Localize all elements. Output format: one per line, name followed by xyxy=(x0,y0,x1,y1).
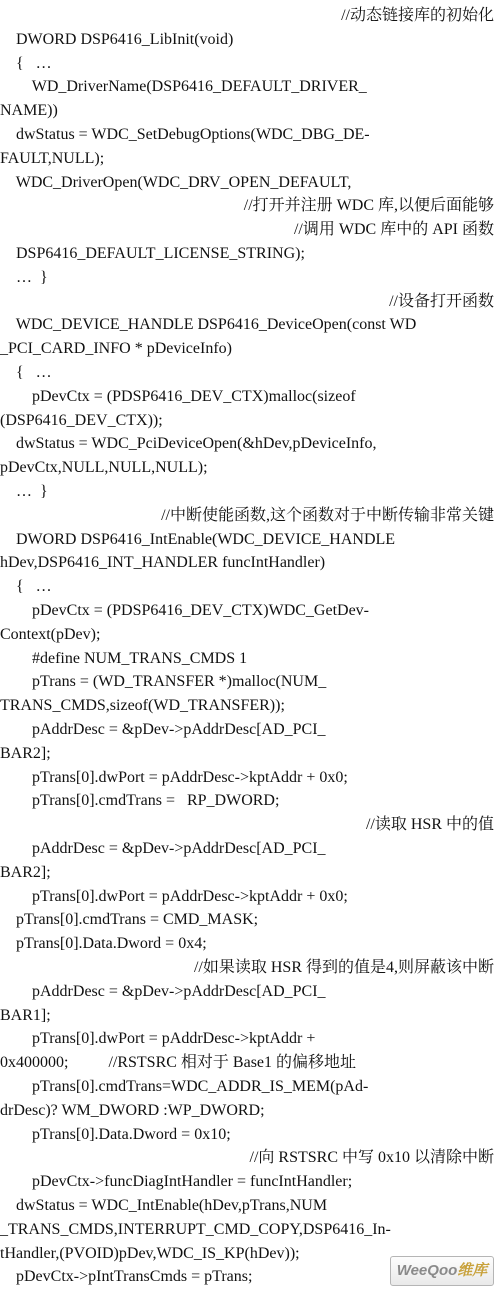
code-line: //调用 WDC 库中的 API 函数 xyxy=(293,221,494,239)
code-line: pAddrDesc = &pDev->pAddrDesc[AD_PCI_ xyxy=(0,840,326,857)
code-line: DWORD DSP6416_LibInit(void) xyxy=(0,30,234,48)
code-line: BAR2]; xyxy=(0,863,51,881)
code-line: //设备打开函数 xyxy=(389,292,494,310)
code-line: pDevCtx = (PDSP6416_DEV_CTX)WDC_GetDev- xyxy=(0,602,369,619)
watermark-suffix: 维库 xyxy=(457,1262,488,1279)
code-line: dwStatus = WDC_SetDebugOptions(WDC_DBG_DE- xyxy=(0,126,370,143)
code-line: //如果读取 HSR 得到的值是4,则屏蔽该中断 xyxy=(193,959,494,976)
code-line: … } xyxy=(0,268,48,286)
code-line: pDevCtx->funcDiagIntHandler = funcIntHandler; xyxy=(0,1173,353,1191)
code-line: NAME)) xyxy=(0,102,58,120)
code-line: _TRANS_CMDS,INTERRUPT_CMD_COPY,DSP6416_In- xyxy=(0,1220,391,1238)
code-line: pDevCtx = (PDSP6416_DEV_CTX)malloc(sizeof xyxy=(0,387,356,405)
weeqoo-watermark-logo xyxy=(390,1256,494,1286)
watermark-brand: WeeQoo xyxy=(396,1262,458,1279)
code-line: pTrans[0].dwPort = pAddrDesc->kptAddr + 0x0; xyxy=(0,887,348,905)
code-line: { … xyxy=(0,364,52,381)
code-line: #define NUM_TRANS_CMDS 1 xyxy=(0,649,248,667)
code-line: pTrans = (WD_TRANSFER *)malloc(NUM_ xyxy=(0,673,327,691)
code-line: { … xyxy=(0,54,52,72)
code-line: pTrans[0].Data.Dword = 0x4; xyxy=(0,935,207,953)
code-line: //动态链接库的初始化 xyxy=(341,7,494,24)
code-line: pTrans[0].cmdTrans = CMD_MASK; xyxy=(0,911,259,929)
code-line: pAddrDesc = &pDev->pAddrDesc[AD_PCI_ xyxy=(0,982,326,1000)
code-line: dwStatus = WDC_IntEnable(hDev,pTrans,NUM xyxy=(0,1197,328,1214)
code-line: _PCI_CARD_INFO * pDeviceInfo) xyxy=(0,340,232,358)
code-line: hDev,DSP6416_INT_HANDLER funcIntHandler) xyxy=(0,554,326,572)
code-line: //打开并注册 WDC 库,以便后面能够 xyxy=(243,197,494,215)
code-line: DWORD DSP6416_IntEnable(WDC_DEVICE_HANDLE xyxy=(0,530,396,548)
code-line: BAR1]; xyxy=(0,1006,51,1024)
code-line: pDevCtx,NULL,NULL,NULL); xyxy=(0,459,208,477)
code-line: Context(pDev); xyxy=(0,625,101,643)
code-line: TRANS_CMDS,sizeof(WD_TRANSFER)); xyxy=(0,697,285,715)
code-line: DSP6416_DEFAULT_LICENSE_STRING); xyxy=(0,245,305,262)
code-line: //读取 HSR 中的值 xyxy=(365,816,494,834)
code-line: … } xyxy=(0,483,48,500)
code-line: pTrans[0].cmdTrans=WDC_ADDR_IS_MEM(pAd- xyxy=(0,1078,369,1095)
code-line: dwStatus = WDC_PciDeviceOpen(&hDev,pDeviceInfo, xyxy=(0,435,377,453)
code-line: pTrans[0].dwPort = pAddrDesc->kptAddr + 0x0; xyxy=(0,768,348,786)
code-line: { … xyxy=(0,578,52,596)
code-line: //中断使能函数,这个函数对于中断传输非常关键 xyxy=(161,506,494,524)
code-line: pAddrDesc = &pDev->pAddrDesc[AD_PCI_ xyxy=(0,721,326,738)
code-line: //向 RSTSRC 中写 0x10 以清除中断 xyxy=(249,1149,494,1167)
code-line: WD_DriverName(DSP6416_DEFAULT_DRIVER_ xyxy=(0,78,367,96)
code-line: pTrans[0].Data.Dword = 0x10; xyxy=(0,1125,231,1143)
code-line: WDC_DEVICE_HANDLE DSP6416_DeviceOpen(const WD xyxy=(0,316,417,334)
code-line: WDC_DriverOpen(WDC_DRV_OPEN_DEFAULT, xyxy=(0,173,352,191)
code-line: pTrans[0].dwPort = pAddrDesc->kptAddr + xyxy=(0,1030,316,1048)
code-line: pTrans[0].cmdTrans = RP_DWORD; xyxy=(0,792,280,810)
code-line: tHandler,(PVOID)pDev,WDC_IS_KP(hDev)); xyxy=(0,1244,300,1262)
code-line: FAULT,NULL); xyxy=(0,149,105,167)
code-line: BAR2]; xyxy=(0,744,51,762)
code-line: (DSP6416_DEV_CTX)); xyxy=(0,411,163,429)
code-line: 0x400000; //RSTSRC 相对于 Base1 的偏移地址 xyxy=(0,1054,357,1072)
code-line: pDevCtx->pIntTransCmds = pTrans; xyxy=(0,1268,253,1286)
code-line: drDesc)? WM_DWORD :WP_DWORD; xyxy=(0,1101,265,1119)
